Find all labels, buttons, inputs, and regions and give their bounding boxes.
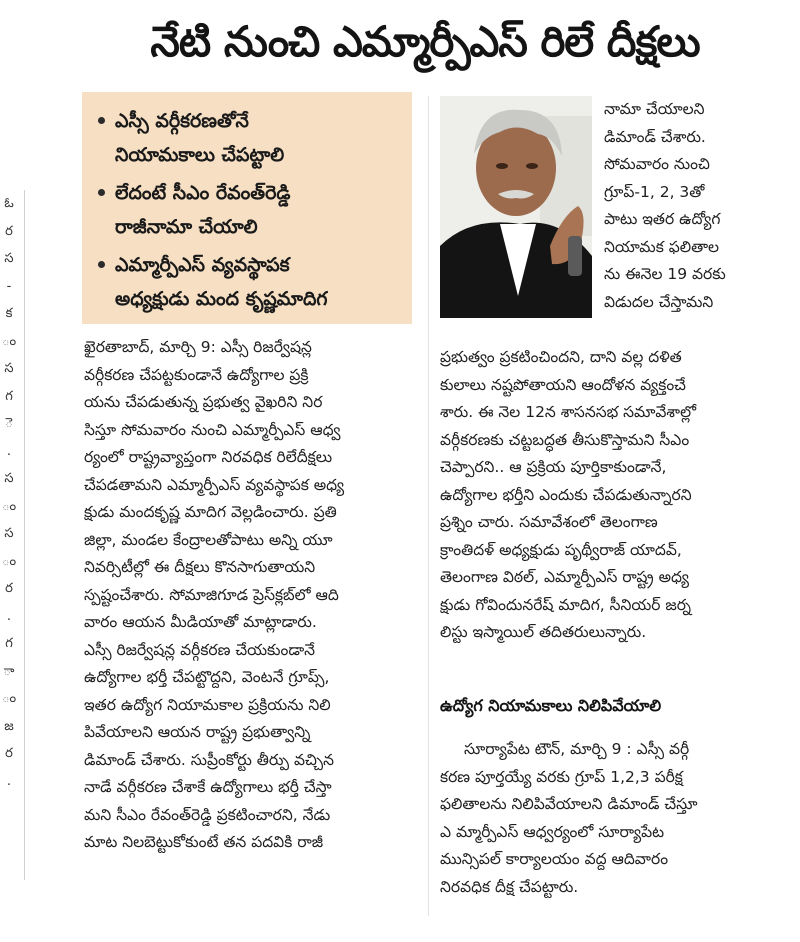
text-line: క్షుడు గోవిందునరేష్ మాదిగ, సీనియర్ జర్న xyxy=(440,595,691,614)
fragment-char: . xyxy=(6,608,12,624)
fragment-char: ె xyxy=(5,416,13,431)
text-line: డిమాండ్ చేశారు. xyxy=(604,127,706,146)
fragment-char: ా xyxy=(3,663,15,679)
bullet-icon xyxy=(98,261,105,268)
highlight-line: రాజీనామా చేయాలి xyxy=(115,216,258,238)
text-line: వారం ఆయన మీడియాతో మాట్లాడారు. xyxy=(84,613,317,631)
highlight-line: అధ్యక్షుడు మంద కృష్ణమాదిగ xyxy=(115,288,328,310)
text-line: ఖైరతాబాద్, మార్చి 9: ఎస్సీ రిజర్వేషన్ల xyxy=(84,338,312,356)
text-line: చేపడతామని ఎమ్మార్పీఎస్ వ్యవస్థాపక అధ్య xyxy=(84,475,345,494)
highlight-line: నియామకాలు చేపట్టాలి xyxy=(115,144,285,166)
text-line: పివేయాలని ఆయన రాష్ట్ర ప్రభుత్వాన్ని xyxy=(84,723,311,741)
highlight-item xyxy=(98,104,402,172)
fragment-char: గ xyxy=(5,388,13,404)
portrait-photo xyxy=(440,96,592,318)
text-line: తెలంగాణ విఠల్, ఎమ్మార్పీఎస్ రాష్ట్ర అధ్య xyxy=(440,568,689,586)
text-line: వర్గీకరణకు చట్టబద్ధత తీసుకొస్తామని సీఎం xyxy=(440,430,690,449)
subheading: ఉద్యోగ నియామకాలు నిలిపివేయాలి xyxy=(440,696,662,715)
text-line: లిస్టు ఇస్మాయిల్ తదితరులున్నారు. xyxy=(440,623,647,641)
text-line: మని సీఎం రేవంత్‌రెడ్డి ప్రకటించారని, నేడు xyxy=(84,805,331,824)
article-column-right-top xyxy=(604,96,790,316)
fragment-char: ఓ xyxy=(4,196,14,211)
text-line: విడుదల చేస్తామని xyxy=(604,292,714,311)
text-line: ను ఈనెల 19 వరకు xyxy=(604,265,726,283)
text-line: క్రాంతిదళ్ అధ్యక్షుడు పృథ్వీరాజ్ యాదవ్, xyxy=(440,540,682,559)
text-line: ఎ మ్మార్పీఎస్ ఆధ్వర్యంలో సూర్యాపేట xyxy=(440,822,665,841)
text-line: నామా చేయాలని xyxy=(604,100,705,118)
text-line: పాటు ఇతర ఉద్యోగ xyxy=(604,210,721,228)
highlight-item xyxy=(98,176,402,244)
text-line: మున్సిపల్ కార్యాలయం వద్ద ఆదివారం xyxy=(440,850,669,868)
article-column-left xyxy=(84,334,416,857)
fragment-char: - xyxy=(6,278,12,294)
fragment-char: ం xyxy=(1,498,17,514)
text-line: గ్రూప్-1, 2, 3తో xyxy=(604,182,705,201)
highlight-line: ఎస్సీ వర్గీకరణతోనే xyxy=(115,110,249,132)
headline: నేటి నుంచి ఎమ్మార్పీఎస్ రిలే దీక్షలు xyxy=(150,17,700,66)
highlight-item xyxy=(98,248,402,316)
fragment-char: ర xyxy=(5,581,13,596)
text-line: నియామక ఫలితాల xyxy=(604,237,720,256)
text-line: స్పష్టంచేశారు. సోమాజిగూడ ప్రెస్‌క్లబ్‌లో ఆది xyxy=(84,585,339,604)
text-line: ర్యంలో రాష్ట్రవ్యాప్తంగా నిరవధిక రిలేదీక్షలు xyxy=(84,448,333,466)
fragment-char: ర xyxy=(5,746,13,761)
fragment-char: స xyxy=(4,361,14,376)
highlights-box xyxy=(82,92,412,324)
highlight-line: ఎమ్మార్పీఎస్ వ్యవస్థాపక xyxy=(115,254,290,276)
column-divider xyxy=(428,96,429,916)
text-line: క్షుడు మందకృష్ణ మాదిగ వెల్లడించారు. ప్రతి xyxy=(84,503,337,521)
fragment-char: స xyxy=(4,251,14,266)
fragment-char: స xyxy=(4,526,14,541)
fragment-char: . xyxy=(6,443,12,459)
text-line: యను చేపడుతున్న ప్రభుత్వ వైఖరిని నిర xyxy=(84,393,323,411)
text-line: ప్రభుత్వం ప్రకటించిందని, దాని వల్ల దళిత xyxy=(440,348,682,366)
highlight-line: లేదంటే సీఎం రేవంత్‌రెడ్డి xyxy=(115,182,291,204)
fragment-char: గ xyxy=(5,636,13,651)
text-line: సూర్యాపేట టౌన్, మార్చి 9 : ఎస్సీ వర్గీ xyxy=(464,740,690,758)
fragment-char: ం xyxy=(1,333,17,349)
text-line: ఉద్యోగాల భర్తీని ఎందుకు చేపడుతున్నారని xyxy=(440,485,692,504)
text-line: ఫలితాలను నిలిపివేయాలని డిమాండ్ చేస్తూ xyxy=(440,795,698,813)
fragment-char: ం xyxy=(1,553,17,569)
text-line: నిరవధిక దీక్ష చేపట్టారు. xyxy=(440,877,579,896)
fragment-char: స xyxy=(4,471,14,486)
text-line: ఉద్యోగాల భర్తీ చేపట్టొద్దని, వెంటనే గ్రూప్స్, xyxy=(84,668,330,686)
fragment-char: ర xyxy=(5,223,13,239)
text-line: నాడే వర్గీకరణ చేశాకే ఉద్యోగాలు భర్తీ చేస్తా xyxy=(84,778,332,796)
text-line: ప్రశ్నిం చారు. సమావేశంలో తెలంగాణ xyxy=(440,513,658,531)
text-line: వర్గీకరణ చేపట్టకుండానే ఉద్యోగాల ప్రక్రి xyxy=(84,365,309,384)
text-line: డిమాండ్ చేశారు. సుప్రీంకోర్టు తీర్పు వచ్చిన xyxy=(84,750,334,769)
text-line: ఇతర ఉద్యోగ నియామకాల ప్రక్రియను నిలి xyxy=(84,695,331,714)
text-line: నివర్సిటీల్లో ఈ దీక్షలు కొనసాగుతాయని xyxy=(84,558,316,576)
adjacent-column-fragment xyxy=(0,190,25,880)
text-line: సిస్తూ సోమవారం నుంచి ఎమ్మార్పీఎస్ ఆధ్వ xyxy=(84,420,341,439)
text-line: కరణ పూర్తయ్యే వరకు గ్రూప్ 1,2,3 పరీక్ష xyxy=(440,767,683,786)
article-column-right xyxy=(440,344,790,647)
text-line: సోమవారం నుంచి xyxy=(604,155,710,173)
text-line: జిల్లా, మండల కేంద్రాలతోపాటు అన్ని యూ xyxy=(84,530,333,549)
portrait-illustration xyxy=(440,96,592,318)
text-line: శారు. ఈ నెల 12న శాసనసభ సమావేశాల్లో xyxy=(440,403,697,421)
fragment-char: జ xyxy=(4,718,14,734)
bullet-icon xyxy=(98,117,105,124)
text-line: మాట నిలబెట్టుకోకుంటే తన పదవికి రాజీ xyxy=(84,833,324,851)
article-column-right-bottom xyxy=(440,736,790,901)
fragment-char: ం xyxy=(1,691,17,706)
bullet-icon xyxy=(98,189,105,196)
fragment-char: క xyxy=(5,306,13,321)
fragment-char: . xyxy=(6,773,12,789)
text-line: కులాలు నష్టపోతాయని ఆందోళన వ్యక్తంచే xyxy=(440,375,686,394)
text-line: చెప్పారని.. ఆ ప్రక్రియ పూర్తికాకుండానే, xyxy=(440,458,667,476)
text-line: ఎస్సీ రిజర్వేషన్ల వర్గీకరణ చేయకుండానే xyxy=(84,640,316,659)
